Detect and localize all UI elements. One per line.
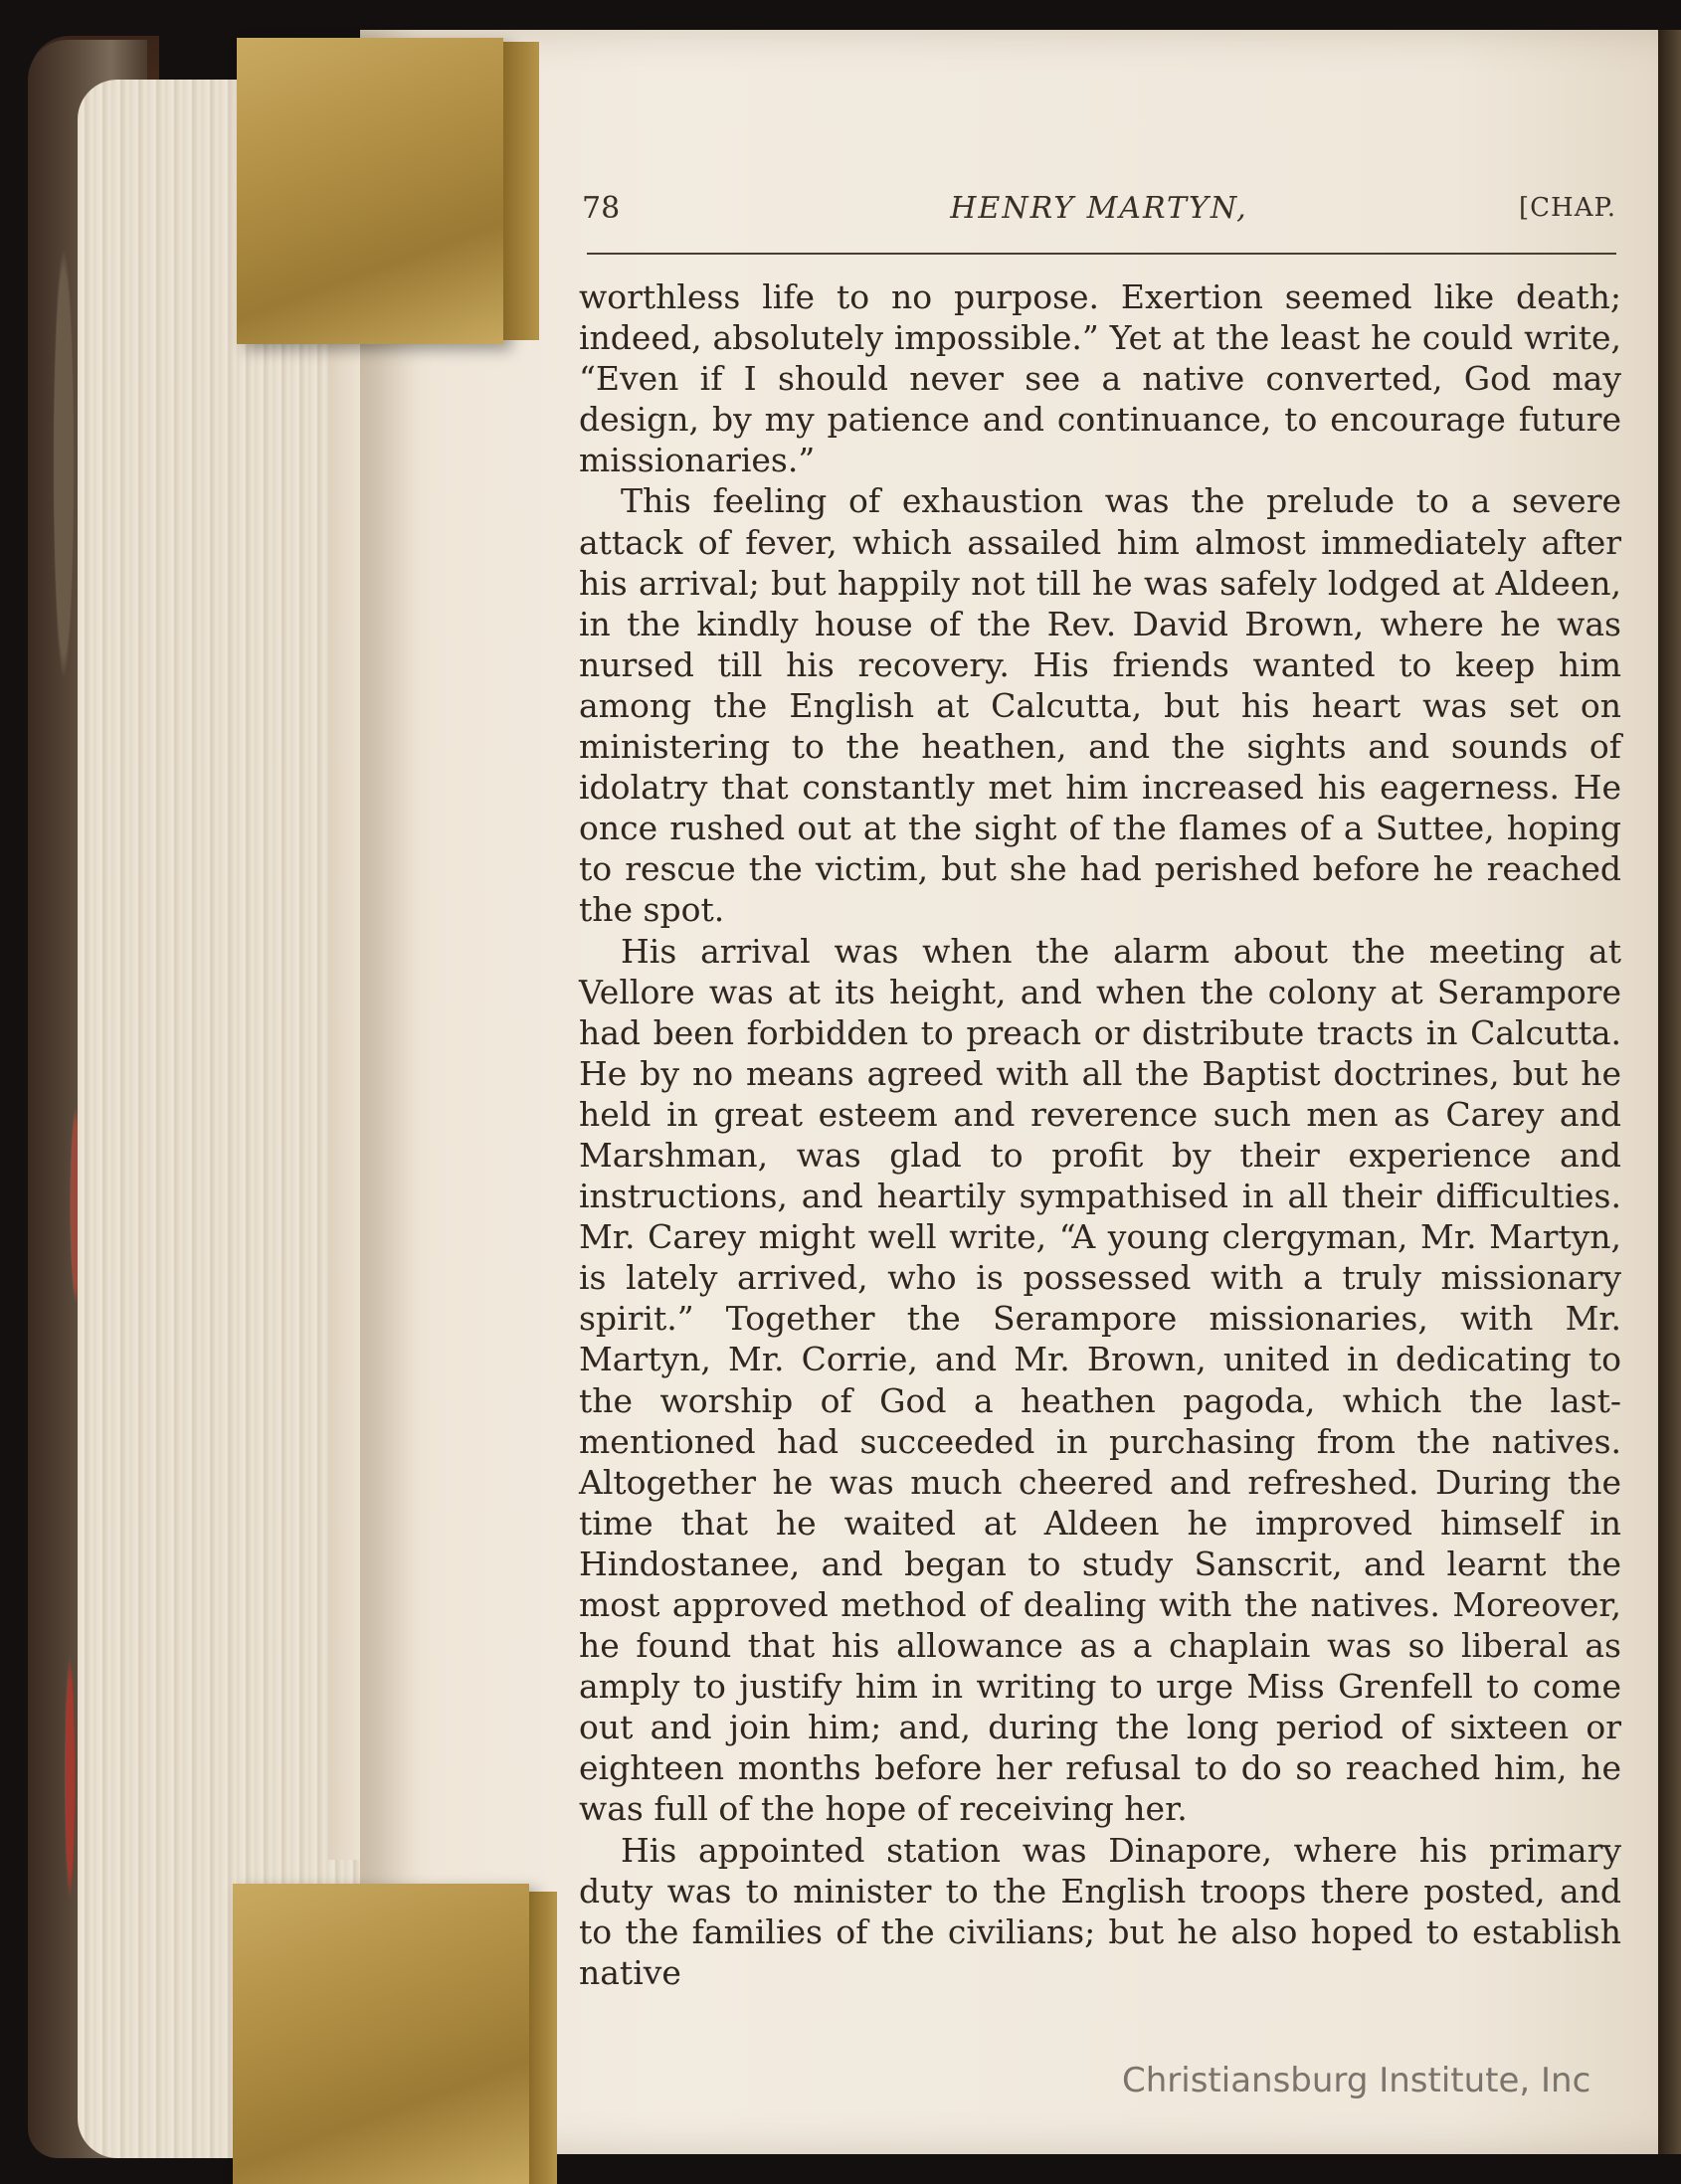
- brass-clip-bottom: [233, 1884, 529, 2184]
- paragraph: This feeling of exhaustion was the prelude to a severe attack of fever, which assailed him almost immediately after his arrival; but happily not till he was safely lodged at Aldeen, in the kindly house of the Rev. David Brown, where he was nursed till his recovery. His friends wanted to keep him among the English at Calcutta, but his heart was set on ministering to the heathen, and the sights and sounds of idolatry that constantly met him increased his eagerness. He once rushed out at the sight of the flames of a Suttee, hoping to rescue the victim, but she had perished before he reached the spot.: [579, 481, 1621, 930]
- header-rule: [587, 253, 1616, 255]
- paragraph-continued: worthless life to no purpose. Exertion seemed like death; indeed, absolutely impossible.” Yet at the least he could write, “Even if I should never see a native converted, God may design, by my patience and continuance, to encourage future missionaries.”: [579, 277, 1621, 480]
- page-number: 78: [582, 191, 621, 226]
- running-head: [582, 189, 1616, 239]
- paragraph: His arrival was when the alarm about the meeting at Vellore was at its height, and when the colony at Serampore had been forbidden to preach or distribute tracts in Calcutta. He by no means agreed with all the Baptist doctrines, but he held in great esteem and reverence such men as Carey and Marshman, was glad to profit by their experience and instructions, and heartily sympathised in all their difficulties. Mr. Carey might well write, “A young clergyman, Mr. Martyn, is lately arrived, who is possessed with a truly missionary spirit.” Together the Serampore missionaries, with Mr. Martyn, Mr. Corrie, and Mr. Brown, united in dedicating to the worship of God a heathen pagoda, which the last-mentioned had succeeded in purchasing from the natives. Altogether he was much cheered and refreshed. During the time that he waited at Aldeen he improved himself in Hindostanee, and began to study Sanscrit, and learnt the most approved method of dealing with the natives. Moreover, he found that his allowance as a chaplain was so liberal as amply to justify him in writing to urge Miss Grenfell to come out and join him; and, during the long period of sixteen or eighteen months before her refusal to do so reached him, he was full of the hope of receiving her.: [579, 931, 1621, 1829]
- running-title: HENRY MARTYN,: [950, 191, 1248, 226]
- brass-clip-top: [237, 38, 503, 344]
- chapter-marker: [CHAP.: [1519, 193, 1616, 223]
- watermark: Christiansburg Institute, Inc: [1122, 2061, 1591, 2100]
- page-body: [579, 276, 1621, 1993]
- paragraph: His appointed station was Dinapore, where his primary duty was to minister to the English troops there posted, and to the families of the civilians; but he also hoped to establish native: [579, 1830, 1621, 1992]
- page-right-shadow: [1658, 30, 1681, 2154]
